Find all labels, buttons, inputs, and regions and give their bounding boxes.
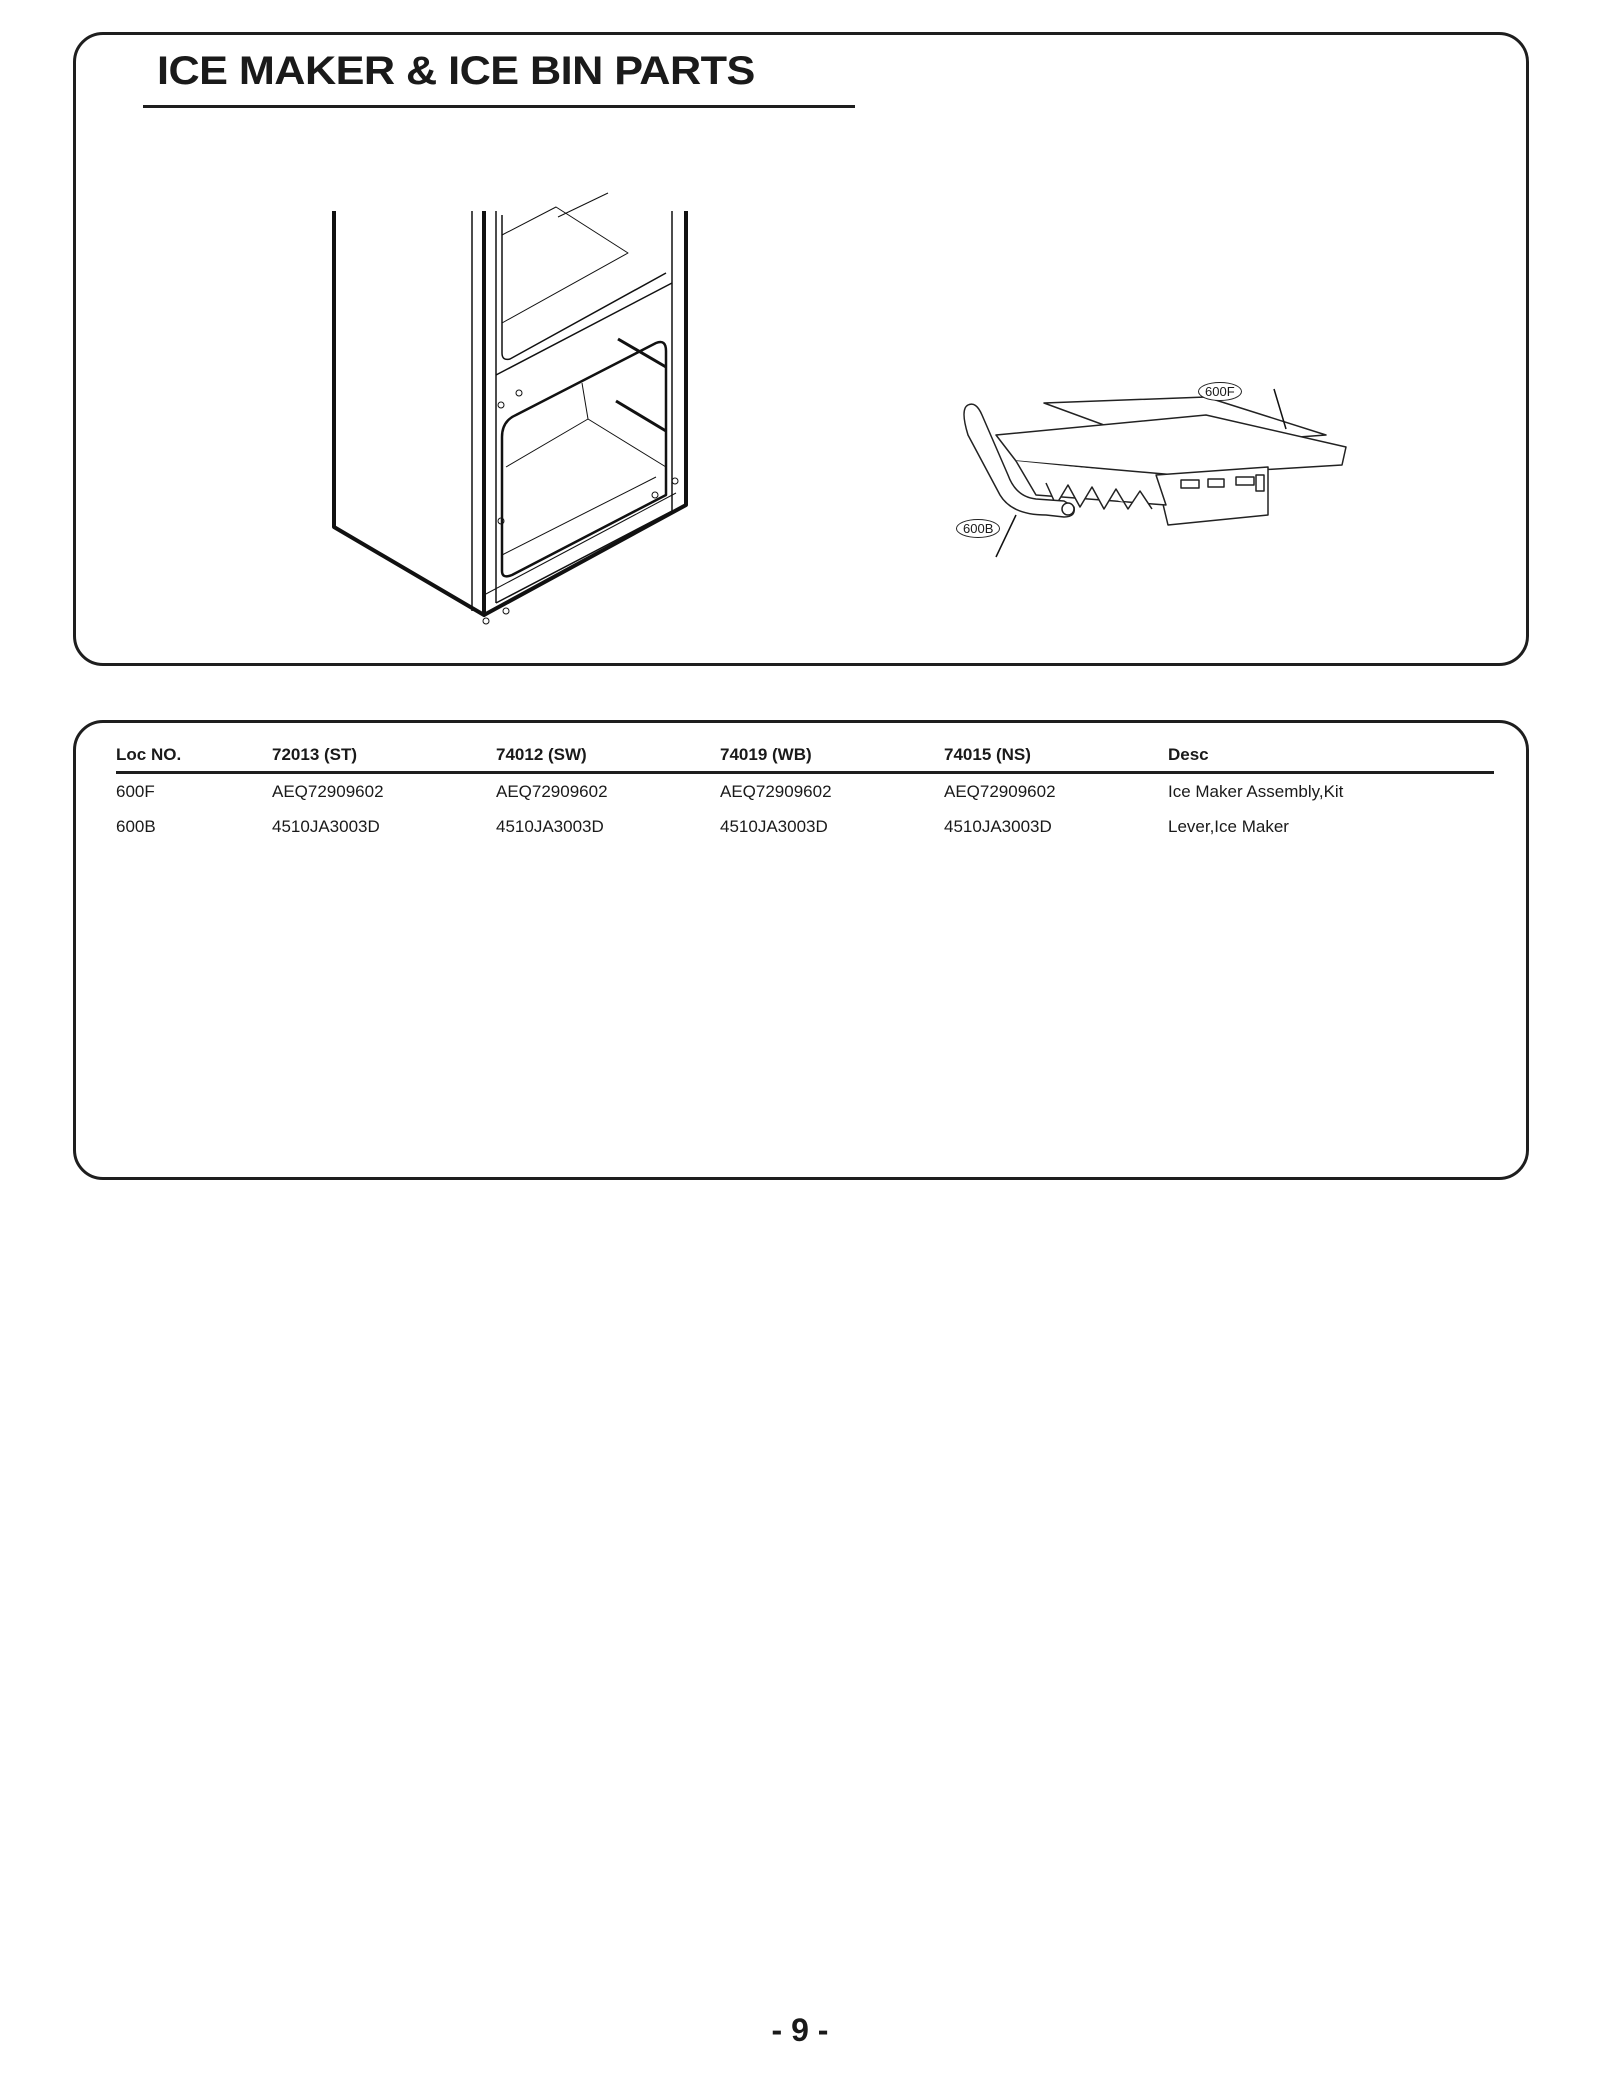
cell-part: AEQ72909602 [496, 782, 608, 801]
header-desc: Desc [1168, 737, 1494, 773]
cell-part: AEQ72909602 [272, 782, 384, 801]
table-header-row [116, 737, 1494, 773]
callout-600f: 600F [1198, 382, 1242, 401]
header-loc-no: Loc NO. [116, 737, 272, 773]
header-74019-wb: 74019 (WB) [720, 737, 944, 773]
header-74012-sw: 74012 (SW) [496, 737, 720, 773]
header-72013-st: 72013 (ST) [272, 737, 496, 773]
callout-600b: 600B [956, 519, 1000, 538]
ice-maker-illustration [956, 375, 1376, 615]
header-74015-ns: 74015 (NS) [944, 737, 1168, 773]
diagram-panel [73, 32, 1529, 666]
page-title: ICE MAKER & ICE BIN PARTS [157, 49, 755, 93]
cell-desc: Lever,Ice Maker [1168, 817, 1289, 836]
cell-desc: Ice Maker Assembly,Kit [1168, 782, 1344, 801]
cell-part: AEQ72909602 [944, 782, 1056, 801]
parts-table [116, 737, 1494, 844]
cell-part: 4510JA3003D [944, 817, 1052, 836]
title-divider [143, 105, 855, 108]
cell-part: AEQ72909602 [720, 782, 832, 801]
cell-part: 4510JA3003D [720, 817, 828, 836]
parts-table-panel [73, 720, 1529, 1180]
table-row [116, 773, 1494, 810]
refrigerator-cabinet-illustration [326, 175, 906, 655]
table-row [116, 809, 1494, 844]
page-number: - 9 - [771, 2012, 829, 2048]
cell-part: 4510JA3003D [496, 817, 604, 836]
cell-part: 4510JA3003D [272, 817, 380, 836]
cell-loc: 600B [116, 817, 156, 836]
cell-loc: 600F [116, 782, 155, 801]
